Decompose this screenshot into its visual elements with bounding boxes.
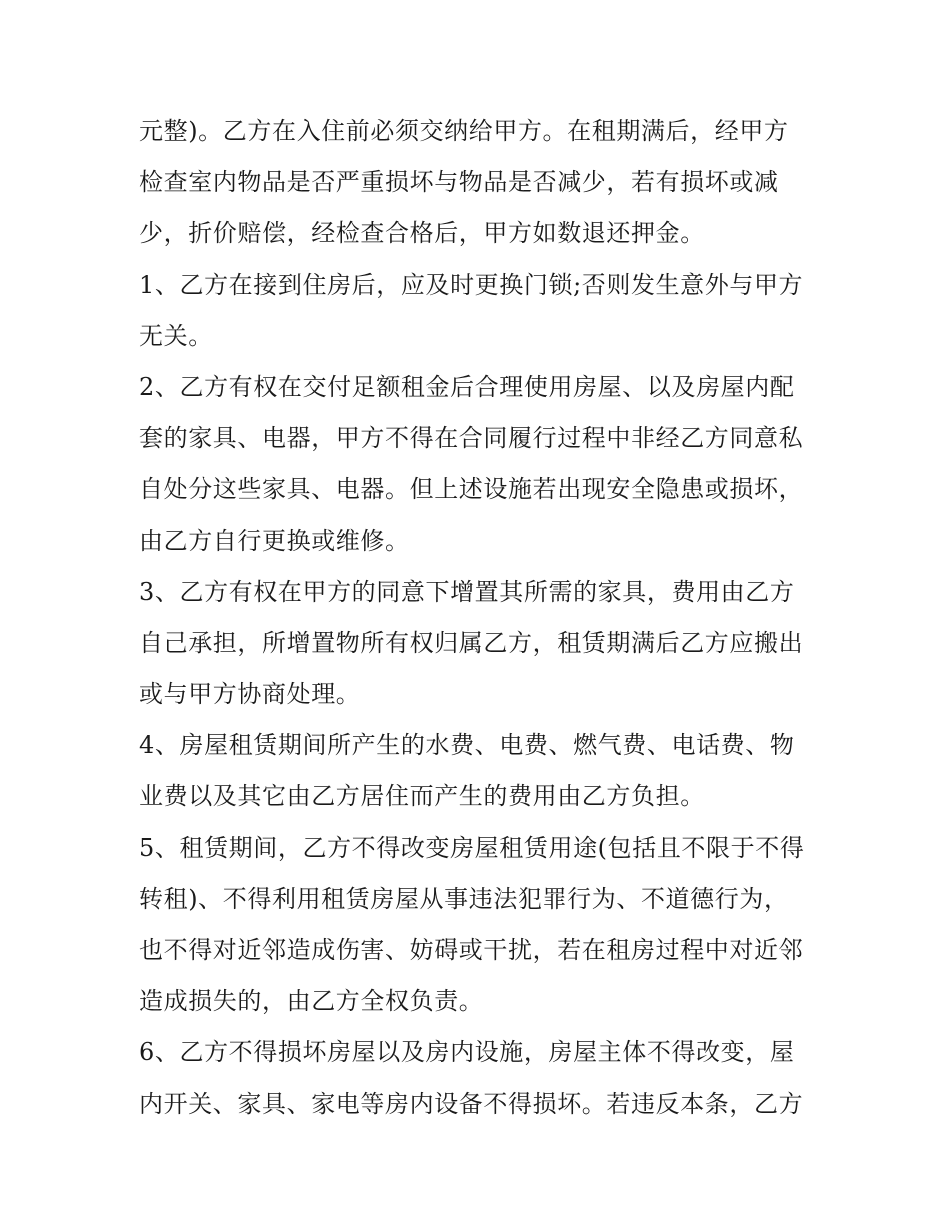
clause-2-line: 2、乙方有权在交付足额租金后合理使用房屋、以及房屋内配 [139,372,795,401]
clause-5-line: 也不得对近邻造成伤害、妨碍或干扰，若在租房过程中对近邻 [139,936,804,964]
clause-5-line: 转租)、不得利用租赁房屋从事违法犯罪行为、不道德行为， [139,884,789,913]
clause-2-line: 由乙方自行更换或维修。 [139,526,410,555]
clause-3-line: 或与甲方协商处理。 [139,680,361,709]
clause-4-line: 4、房屋租赁期间所产生的水费、电费、燃气费、电话费、物 [139,731,795,760]
contract-text [139,106,819,1130]
clause-3-line: 3、乙方有权在甲方的同意下增置其所需的家具，费用由乙方 [139,577,795,606]
text-line: 少，折价赔偿，经检查合格后，甲方如数退还押金。 [139,219,705,248]
text-line: 检查室内物品是否严重损坏与物品是否减少，若有损坏或减 [139,168,779,197]
clause-2-line: 套的家具、电器，甲方不得在合同履行过程中非经乙方同意私 [139,424,804,453]
clause-1-line: 1、乙方在接到住房后，应及时更换门锁;否则发生意外与甲方 [139,270,804,299]
clause-6-line: 内开关、家具、家电等房内设备不得损坏。若违反本条，乙方 [139,1089,804,1118]
clause-5-line: 5、租赁期间，乙方不得改变房屋租赁用途(包括且不限于不得 [139,833,805,862]
clause-1-line: 无关。 [139,321,213,350]
text-line: 元整)。乙方在入住前必须交纳给甲方。在租期满后，经甲方 [139,117,789,145]
clause-5-line: 造成损失的，由乙方全权负责。 [139,987,484,1016]
clause-4-line: 业费以及其它由乙方居住而产生的费用由乙方负担。 [139,782,705,811]
clause-3-line: 自己承担，所增置物所有权归属乙方，租赁期满后乙方应搬出 [139,628,804,657]
clause-2-line: 自处分这些家具、电器。但上述设施若出现安全隐患或损坏， [139,475,804,504]
clause-6-line: 6、乙方不得损坏房屋以及房内设施，房屋主体不得改变，屋 [139,1038,795,1067]
